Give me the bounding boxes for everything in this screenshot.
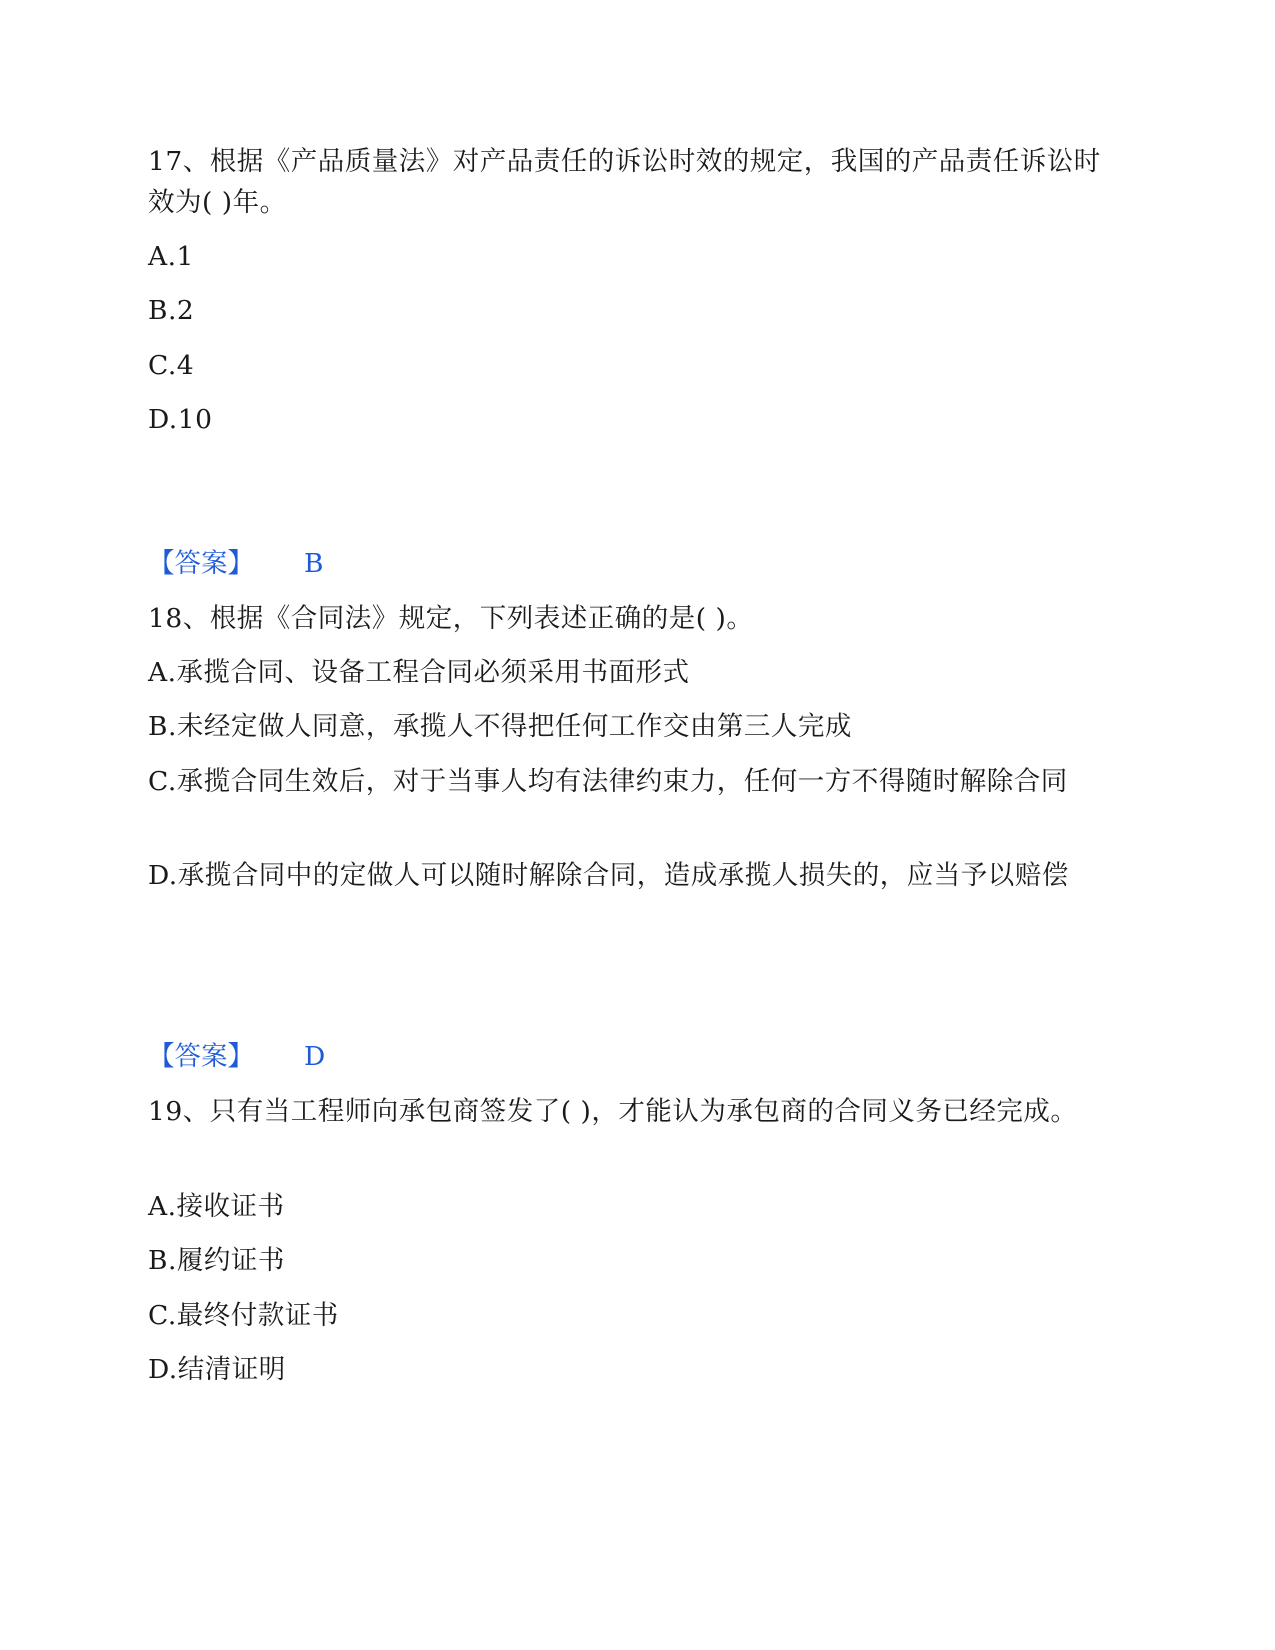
question-18 <box>148 598 1108 639</box>
option-a: A.接收证书 <box>148 1191 285 1222</box>
option-d: D.10 <box>148 404 213 435</box>
option-a: A.承揽合同、设备工程合同必须采用书面形式 <box>148 657 690 688</box>
option-c: C.最终付款证书 <box>148 1300 339 1331</box>
answer-label: 【答案】 <box>148 548 254 579</box>
question-stem: 18、根据《合同法》规定，下列表述正确的是( )。 <box>148 603 754 634</box>
question-17 <box>148 141 1108 223</box>
answer-value: D <box>304 1041 326 1072</box>
answer-17 <box>148 543 323 584</box>
option-b: B.未经定做人同意，承揽人不得把任何工作交由第三人完成 <box>148 711 852 742</box>
question-stem: 17、根据《产品质量法》对产品责任的诉讼时效的规定，我国的产品责任诉讼时效为( )年。 <box>148 146 1101 218</box>
option-b: B.2 <box>148 295 195 326</box>
option-b: B.履约证书 <box>148 1245 285 1276</box>
option-d: D.结清证明 <box>148 1354 286 1385</box>
answer-label: 【答案】 <box>148 1041 254 1072</box>
option-a: A.1 <box>148 241 194 272</box>
question-stem: 19、只有当工程师向承包商签发了( )，才能认为承包商的合同义务已经完成。 <box>148 1096 1078 1127</box>
answer-18 <box>148 1036 325 1077</box>
option-d: D.承揽合同中的定做人可以随时解除合同，造成承揽人损失的，应当予以赔偿 <box>148 860 1069 891</box>
answer-value: B <box>304 548 324 579</box>
question-19 <box>148 1091 1108 1132</box>
option-c: C.承揽合同生效后，对于当事人均有法律约束力，任何一方不得随时解除合同 <box>148 766 1068 797</box>
option-c: C.4 <box>148 350 195 381</box>
